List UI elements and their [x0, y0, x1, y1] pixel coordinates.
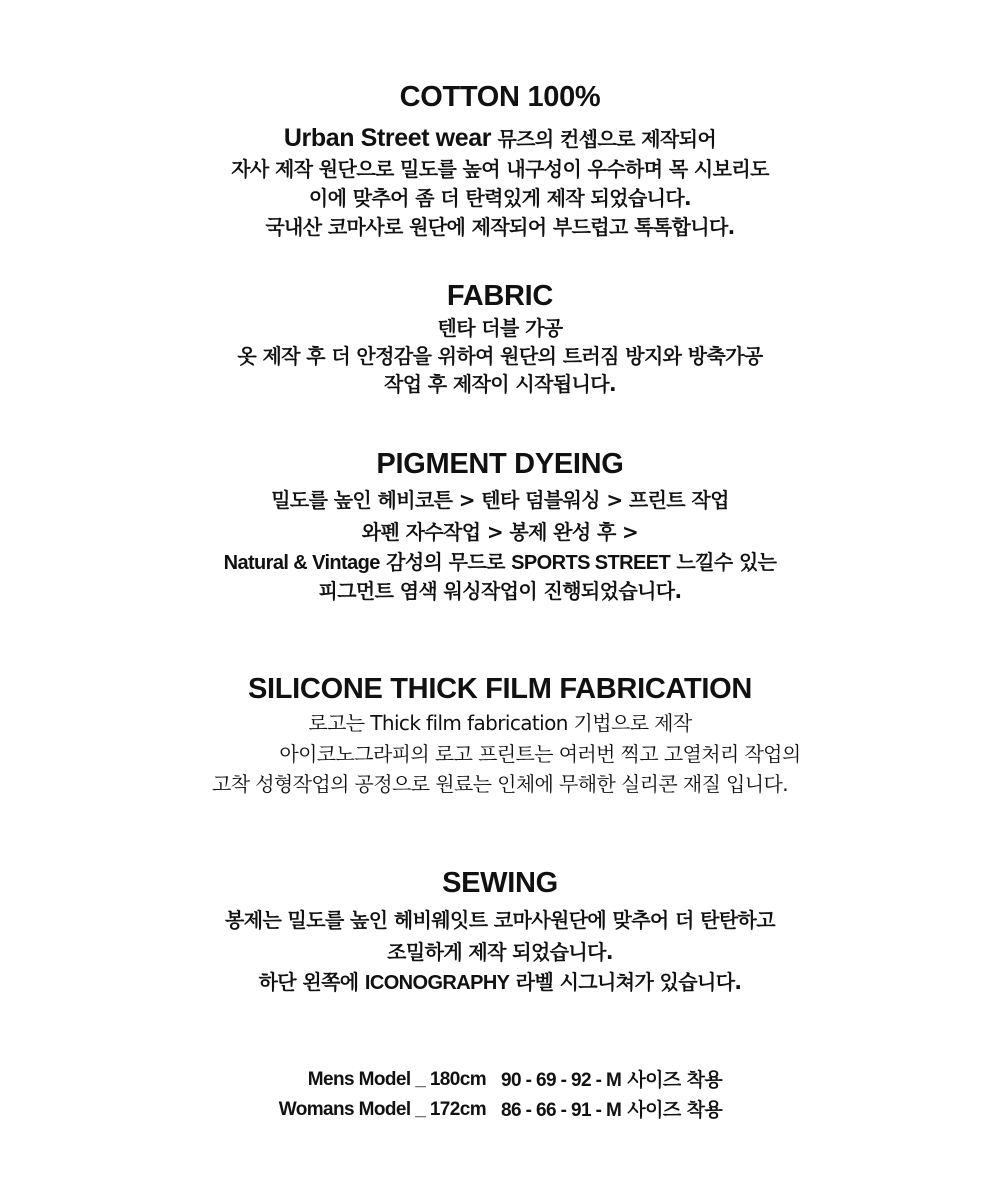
- sewing-line-1: 봉제는 밀도를 높인 헤비웨잇트 코마사원단에 맞추어 더 탄탄하고: [225, 908, 775, 932]
- womans-model-label: Womans Model _ 172cm: [278, 1099, 486, 1120]
- pigment-line-2: 와펜 자수작업 > 봉제 완성 후 >: [361, 520, 639, 544]
- sewing-title: SEWING: [442, 867, 558, 899]
- pigment-title: PIGMENT DYEING: [376, 448, 624, 480]
- mens-model-size-text: 사이즈 착용: [627, 1069, 723, 1091]
- silicone-line-1: 로고는 Thick film fabrication 기법으로 제작: [308, 711, 692, 735]
- silicone-title: SILICONE THICK FILM FABRICATION: [247, 673, 753, 705]
- cotton-line-3: 이에 맞추어 좀 더 탄력있게 제작 되었습니다.: [308, 186, 692, 210]
- fabric-title: FABRIC: [446, 280, 554, 312]
- mens-model-measure: 90 - 69 - 92 - M: [501, 1070, 622, 1091]
- pigment-line-3-d: 느낄수 있는: [670, 550, 777, 574]
- silicone-line-3: 고착 성형작업의 공정으로 원료는 인체에 무해한 실리콘 재질 입니다.: [212, 772, 788, 796]
- fabric-line-2: 옷 제작 후 더 안정감을 위하여 원단의 트러짐 방지와 방축가공: [237, 344, 763, 368]
- fabric-line-1: 텐타 더블 가공: [437, 316, 563, 340]
- pigment-line-3-a: Natural & Vintage: [223, 552, 380, 574]
- sewing-line-3-a: 하단 왼쪽에: [258, 970, 365, 994]
- womans-model-size: [501, 1096, 722, 1125]
- cotton-line-2: 자사 제작 원단으로 밀도를 높여 내구성이 우수하며 목 시보리도: [231, 157, 769, 181]
- cotton-line-1: [0, 124, 1000, 153]
- cotton-line-1-ko: 뮤즈의 컨셉으로 제작되어: [497, 127, 717, 151]
- mens-model-size: [501, 1066, 722, 1095]
- sewing-line-3: [0, 968, 1000, 997]
- pigment-line-4: 피그먼트 염색 워싱작업이 진행되었습니다.: [318, 579, 682, 603]
- mens-model-label: Mens Model _ 180cm: [307, 1069, 486, 1090]
- silicone-line-2: 아이코노그라피의 로고 프린트는 여러번 찍고 고열처리 작업의: [279, 742, 801, 766]
- womans-model-measure: 86 - 66 - 91 - M: [501, 1100, 622, 1121]
- pigment-line-3-b: 감성의 무드로: [379, 550, 512, 574]
- cotton-line-1-en: Urban Street wear: [283, 124, 492, 152]
- sewing-line-2: 조밀하게 제작 되었습니다.: [387, 940, 613, 964]
- cotton-title: COTTON 100%: [399, 81, 601, 113]
- sewing-line-3-b: ICONOGRAPHY: [364, 972, 510, 994]
- pigment-line-1: 밀도를 높인 헤비코튼 > 텐타 덤블워싱 > 프린트 작업: [271, 488, 729, 512]
- sewing-line-3-c: 라벨 시그니쳐가 있습니다.: [509, 970, 742, 994]
- pigment-line-3: [0, 548, 1000, 577]
- cotton-line-4: 국내산 코마사로 원단에 제작되어 부드럽고 톡톡합니다.: [265, 215, 735, 239]
- womans-model-size-text: 사이즈 착용: [627, 1099, 723, 1121]
- pigment-line-3-c: SPORTS STREET: [511, 552, 671, 574]
- fabric-line-3: 작업 후 제작이 시작됩니다.: [383, 372, 616, 396]
